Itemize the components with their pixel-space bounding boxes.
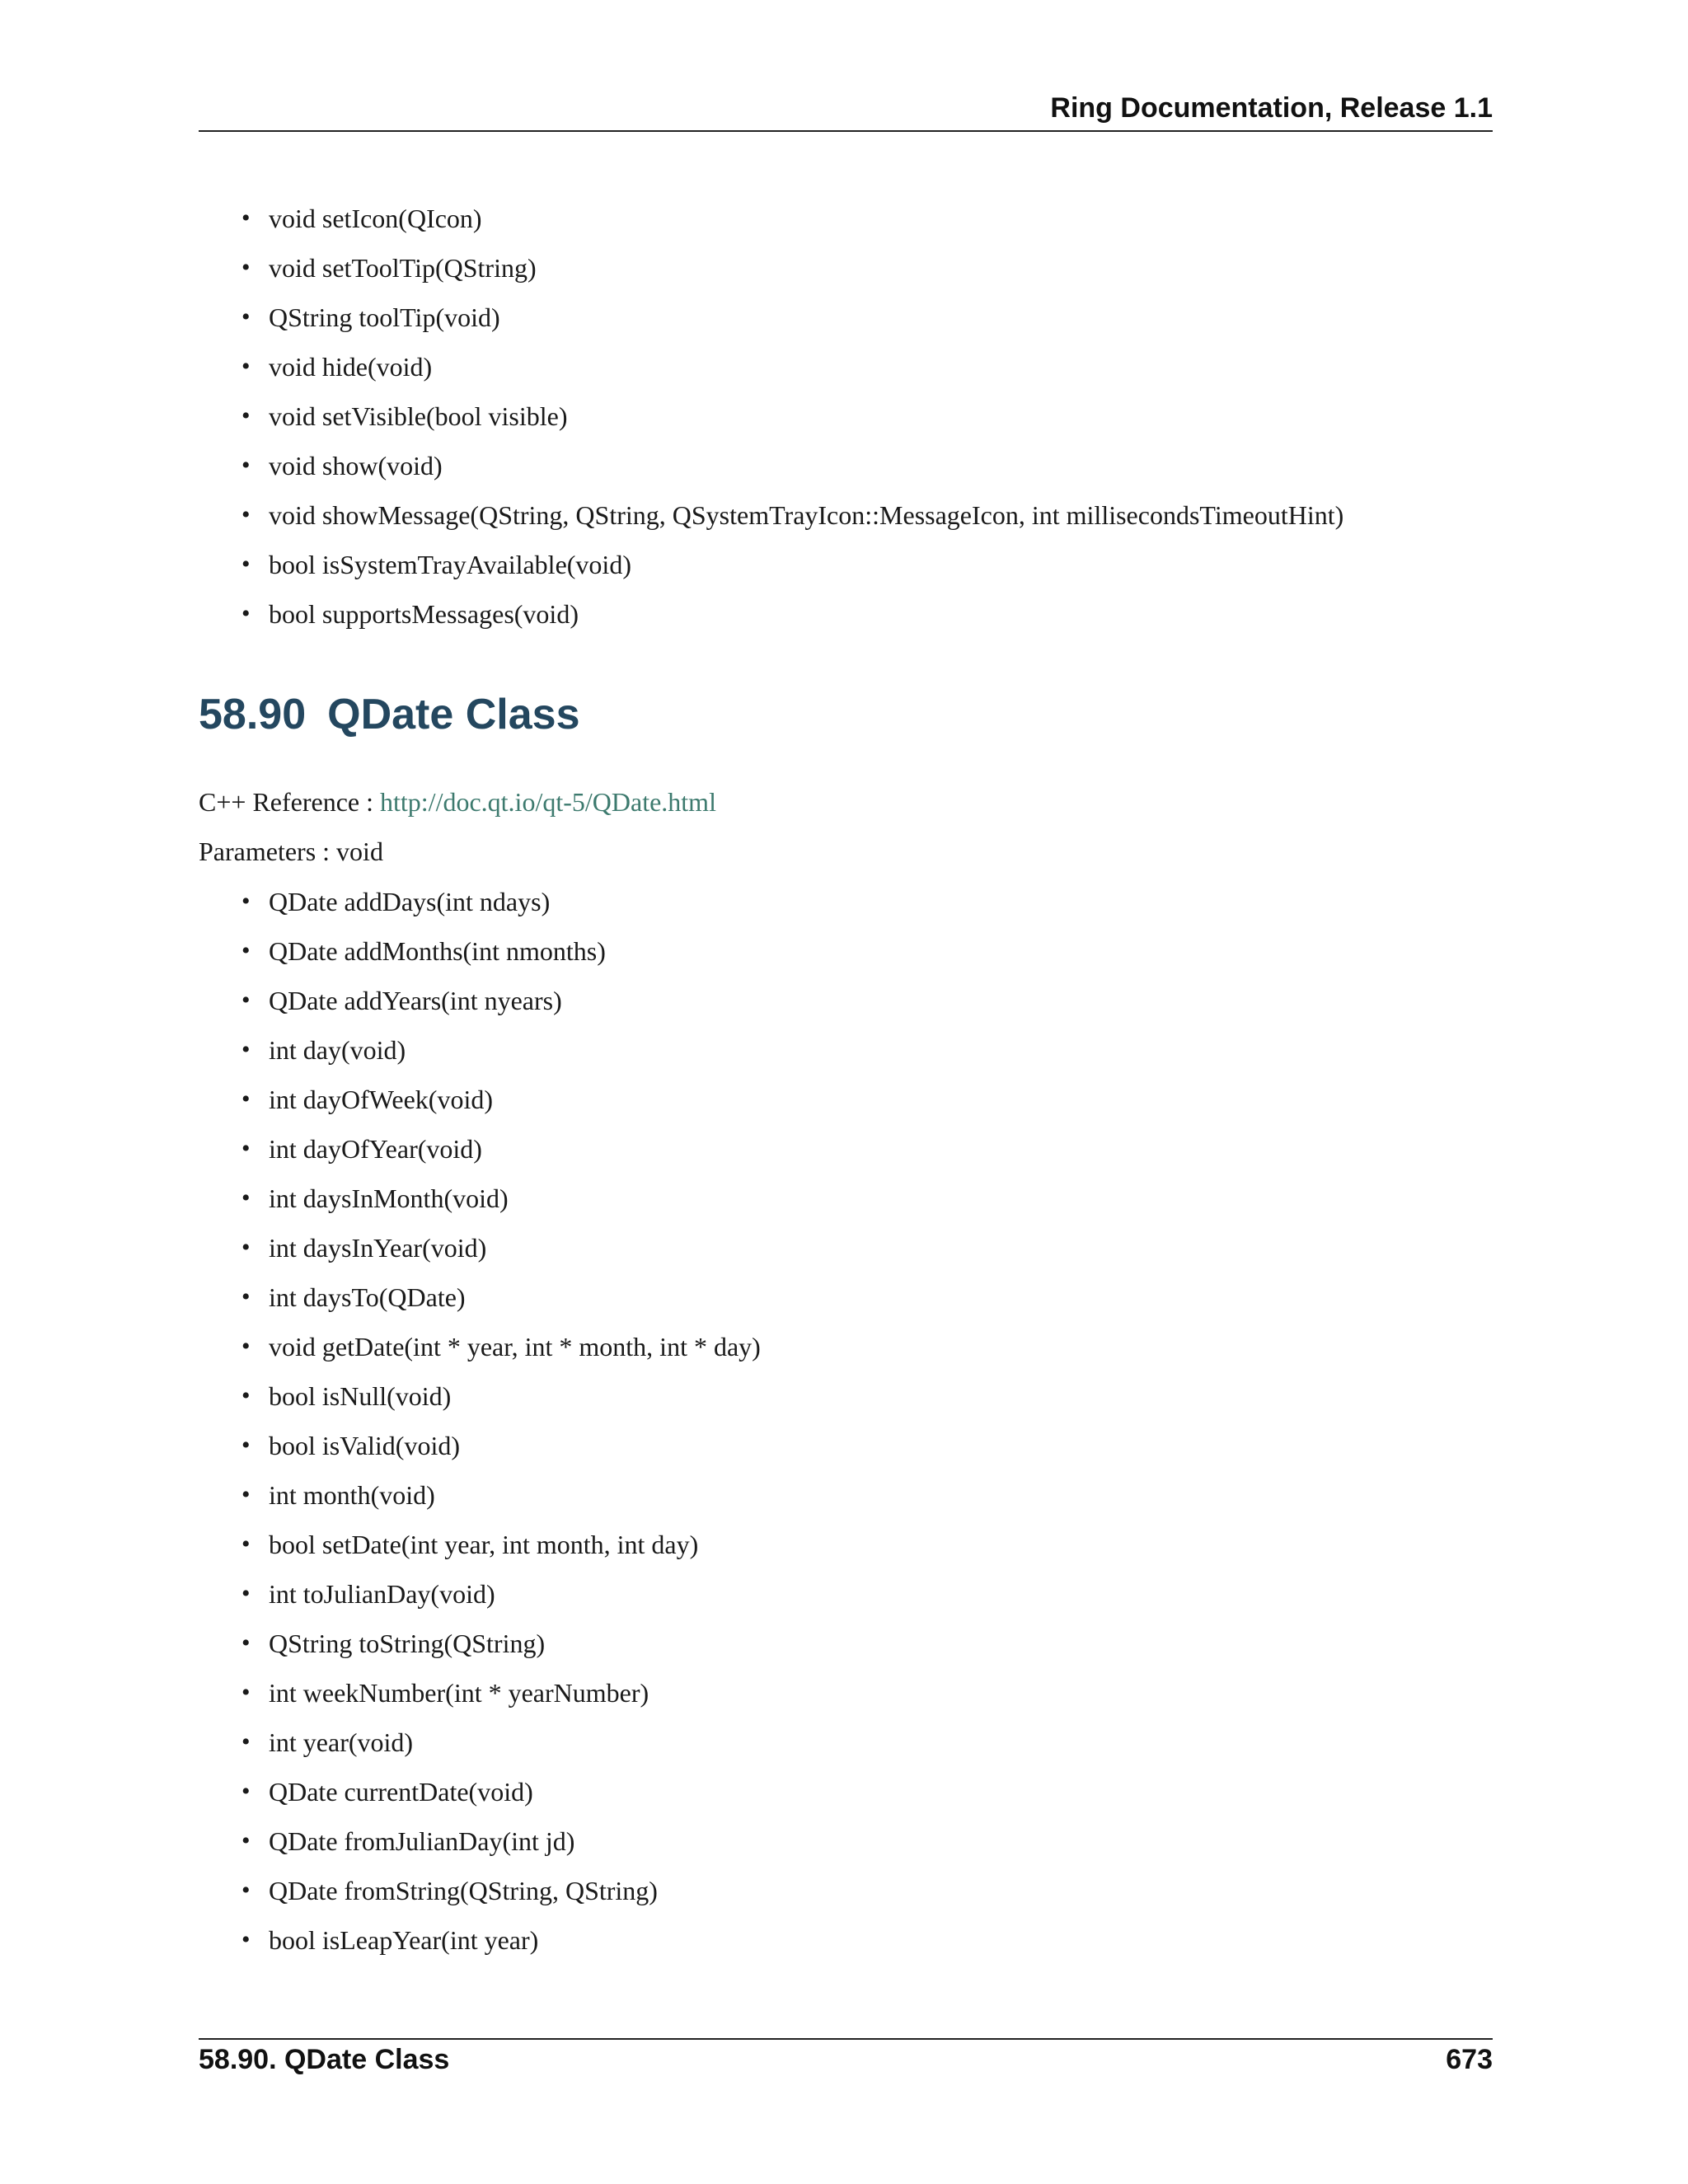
bullet-icon: • (241, 1036, 251, 1063)
section-number: 58.90 (199, 691, 307, 738)
list-item (241, 194, 1343, 243)
list-item-text: int year(void) (269, 1727, 414, 1757)
list-item (241, 1075, 761, 1124)
bullet-icon: • (241, 1085, 251, 1113)
list-item (241, 1520, 761, 1569)
bullet-icon: • (241, 888, 251, 915)
cpp-reference-line (199, 777, 716, 827)
list-item-text: QDate currentDate(void) (269, 1777, 533, 1807)
list-item (241, 1569, 761, 1619)
list-item-text: bool isValid(void) (269, 1431, 460, 1460)
bullet-icon: • (241, 1333, 251, 1360)
bullet-icon: • (241, 204, 251, 232)
bullet-icon: • (241, 1234, 251, 1261)
list-item-text: int toJulianDay(void) (269, 1579, 495, 1609)
list-item-text: QDate addDays(int ndays) (269, 887, 551, 916)
list-item-text: bool supportsMessages(void) (269, 599, 579, 629)
bullet-icon: • (241, 1481, 251, 1508)
list-item-text: int daysInYear(void) (269, 1233, 487, 1263)
list-item (241, 877, 761, 926)
list-item (241, 243, 1343, 293)
parameters-line: Parameters : void (199, 837, 383, 866)
bullet-icon: • (241, 551, 251, 578)
list-item-text: int daysTo(QDate) (269, 1282, 466, 1312)
list-item-text: int daysInMonth(void) (269, 1183, 509, 1213)
section-title-text: QDate Class (327, 691, 580, 738)
list-item (241, 1470, 761, 1520)
list-item-text: int dayOfWeek(void) (269, 1085, 493, 1114)
list-item (241, 342, 1343, 391)
running-header: Ring Documentation, Release 1.1 (1050, 92, 1493, 124)
list-item (241, 1174, 761, 1223)
bullet-icon: • (241, 1877, 251, 1904)
method-list-continued (241, 194, 1343, 639)
list-item (241, 1322, 761, 1371)
list-item (241, 1124, 761, 1174)
list-item (241, 1915, 761, 1965)
bullet-icon: • (241, 254, 251, 281)
list-item-text: bool isLeapYear(int year) (269, 1925, 539, 1955)
reference-label: C++ Reference : (199, 787, 373, 817)
section-heading (199, 690, 580, 739)
list-item-text: bool isNull(void) (269, 1381, 452, 1411)
list-item-text: bool isSystemTrayAvailable(void) (269, 550, 631, 579)
list-item (241, 293, 1343, 342)
list-item (241, 976, 761, 1025)
bullet-icon: • (241, 1926, 251, 1953)
list-item-text: QDate addMonths(int nmonths) (269, 936, 606, 966)
bullet-icon: • (241, 1827, 251, 1854)
page-footer (199, 2044, 1493, 2076)
bullet-icon: • (241, 353, 251, 380)
list-item (241, 391, 1343, 441)
list-item-text: void setToolTip(QString) (269, 253, 537, 283)
list-item (241, 1272, 761, 1322)
list-item-text: void show(void) (269, 451, 443, 480)
bullet-icon: • (241, 501, 251, 528)
bullet-icon: • (241, 1580, 251, 1607)
list-item-text: int month(void) (269, 1480, 435, 1510)
bullet-icon: • (241, 987, 251, 1014)
list-item-text: void getDate(int * year, int * month, int * day) (269, 1332, 761, 1361)
list-item (241, 1816, 761, 1866)
bullet-icon: • (241, 1135, 251, 1162)
list-item-text: bool setDate(int year, int month, int day) (269, 1530, 699, 1559)
list-item (241, 490, 1343, 540)
list-item (241, 1767, 761, 1816)
list-item (241, 1025, 761, 1075)
list-item-text: int weekNumber(int * yearNumber) (269, 1678, 649, 1708)
list-item (241, 1619, 761, 1668)
bullet-icon: • (241, 1728, 251, 1755)
list-item-text: QDate addYears(int nyears) (269, 986, 562, 1015)
footer-section: 58.90. QDate Class (199, 2044, 450, 2075)
bullet-icon: • (241, 452, 251, 479)
bullet-icon: • (241, 600, 251, 627)
bullet-icon: • (241, 402, 251, 429)
list-item (241, 1866, 761, 1915)
bullet-icon: • (241, 1432, 251, 1459)
list-item-text: void showMessage(QString, QString, QSystemTrayIcon::MessageIcon, int millisecondsTimeoutHint) (269, 500, 1344, 530)
header-divider (199, 130, 1493, 132)
reference-link[interactable]: http://doc.qt.io/qt-5/QDate.html (380, 787, 716, 817)
list-item (241, 1668, 761, 1718)
list-item (241, 1718, 761, 1767)
list-item (241, 1421, 761, 1470)
list-item (241, 540, 1343, 589)
qdate-method-list (241, 877, 761, 1965)
list-item (241, 926, 761, 976)
list-item (241, 1223, 761, 1272)
bullet-icon: • (241, 1382, 251, 1409)
footer-divider (199, 2038, 1493, 2040)
list-item-text: int day(void) (269, 1035, 406, 1065)
list-item-text: int dayOfYear(void) (269, 1134, 482, 1164)
bullet-icon: • (241, 303, 251, 330)
list-item-text: QDate fromJulianDay(int jd) (269, 1826, 575, 1856)
bullet-icon: • (241, 1184, 251, 1212)
bullet-icon: • (241, 1679, 251, 1706)
list-item-text: QString toString(QString) (269, 1629, 546, 1658)
list-item (241, 589, 1343, 639)
bullet-icon: • (241, 1629, 251, 1657)
list-item-text: QString toolTip(void) (269, 302, 500, 332)
bullet-icon: • (241, 1778, 251, 1805)
list-item (241, 1371, 761, 1421)
bullet-icon: • (241, 1530, 251, 1558)
list-item-text: QDate fromString(QString, QString) (269, 1876, 658, 1905)
list-item (241, 441, 1343, 490)
bullet-icon: • (241, 1283, 251, 1310)
bullet-icon: • (241, 937, 251, 964)
page-number: 673 (1446, 2044, 1493, 2075)
list-item-text: void hide(void) (269, 352, 433, 382)
list-item-text: void setVisible(bool visible) (269, 401, 568, 431)
list-item-text: void setIcon(QIcon) (269, 204, 482, 233)
